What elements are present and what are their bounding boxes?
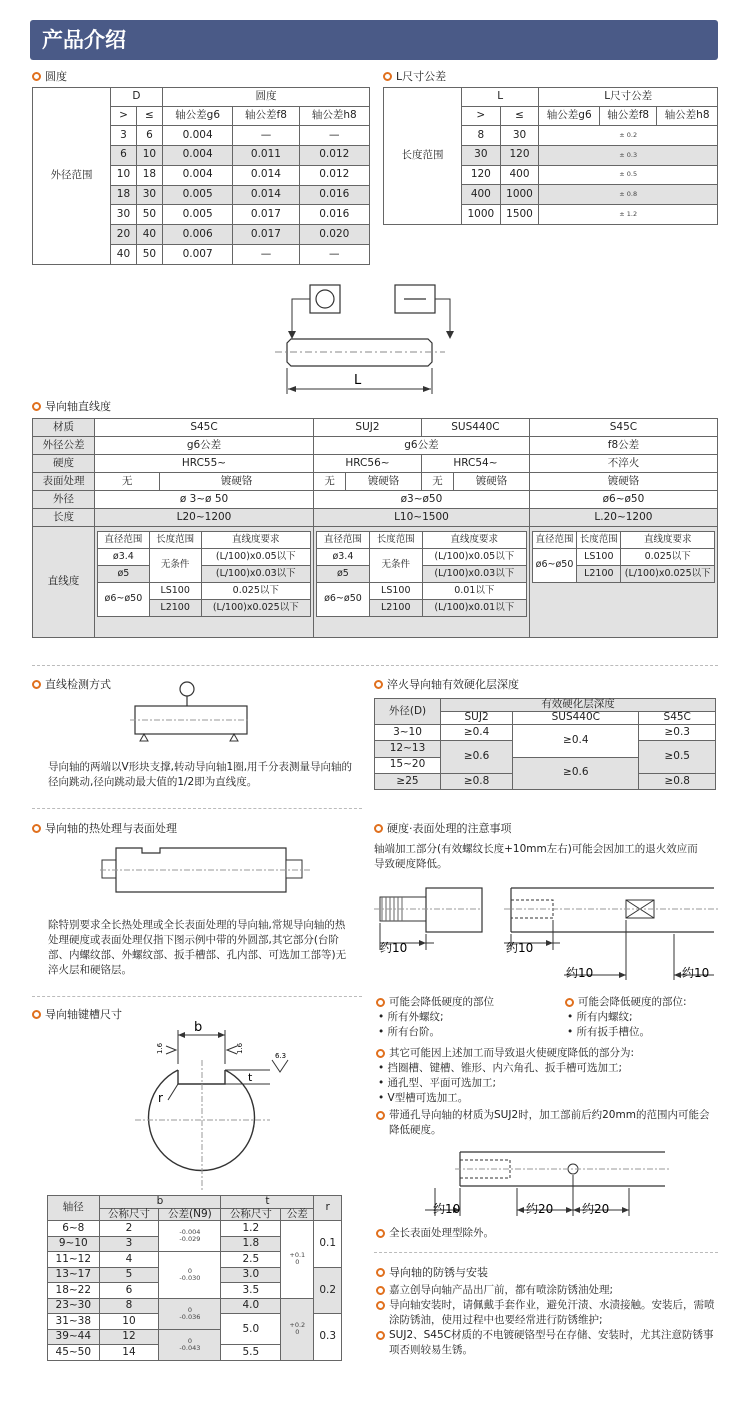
svg-text:约10: 约10	[682, 966, 710, 980]
rust-bullets: 嘉立创导向轴产品出厂前，都有喷涂防锈油处理; 导向轴安装时，请佩戴手套作业，避免汗渍、水渍接触。安装后，需喷涂防锈油，使用过程中也要经常进行防锈维护; SUJ2、S45C材质的不电镀硬铬型号在存储、安装时，尤其注意防锈事项否则较易生锈。	[376, 1283, 716, 1358]
notes-bullet-1: 可能会降低硬度的部位 • 所有外螺纹; • 所有台阶。	[378, 996, 494, 1038]
svg-text:b: b	[194, 1020, 203, 1035]
bullet-icon	[32, 1010, 41, 1019]
section-straightness: 导向轴直线度	[32, 398, 111, 414]
straightness-sub-suj2: 直径范围 长度范围 直线度要求 ø3.4 无条件 (L/100)x0.05以下 ø5 (L/100)x0.03以下 ø6~ø50 LS100 0.01以下 L2100 (L/100)x0.01以下	[316, 531, 527, 617]
svg-text:约10: 约10	[380, 941, 408, 955]
notes-bullet-3: 其它可能因上述加工而导致退火使硬度降低的部分为: • 挡圈槽、键槽、锥形、内六角孔、扳手槽可选加工; • 通孔型、平面可选加工; • V型槽可选加工。	[378, 1047, 635, 1104]
notes-shaft-diagram	[374, 880, 719, 985]
svg-text:约10: 约10	[506, 941, 534, 955]
bullet-icon	[376, 1049, 385, 1058]
inspect-text: 导向轴的两端以V形块支撑,转动导向轴1圈,用千分表测量导向轴的径向跳动,径向跳动最大值的1/2即为直线度。	[48, 761, 353, 788]
bullet-icon	[32, 680, 41, 689]
bullet-icon	[32, 72, 41, 81]
notes-intro: 轴端加工部分(有效螺纹长度+10mm左右)可能会因加工的退火效应而导致硬度降低。	[374, 843, 698, 870]
keyway-diagram	[130, 1020, 300, 1190]
heat-text: 除特别要求全长热处理或全长表面处理的导向轴,常规导向轴的热处理硬度或表面处理仅指下图示例中带的外圆部,其它部分(台阶部、内螺纹部、外螺纹部、扳手槽部、孔内部、可选加工部等)无淬火层和硬铬层。	[48, 919, 347, 976]
svg-text:t: t	[248, 1071, 253, 1084]
section-depth: 淬火导向轴有效硬化层深度	[374, 676, 519, 692]
ltol-table: 长度范围 L L尺寸公差 > ≤ 轴公差g6 轴公差f8 轴公差h8 8 30 ± 0.2 30 120 ± 0.3 120 400 ± 0.5 400 1000 ± 0.8 1000 1500 ± 1.2	[383, 87, 718, 225]
section-roundness: 圆度	[32, 68, 67, 84]
bullet-icon	[32, 402, 41, 411]
straightness-sub-s45c-2: 直径范围 长度范围 直线度要求 ø6~ø50 LS100 0.025以下 L2100 (L/100)x0.025以下	[532, 531, 715, 583]
straightness-table: 材质 S45C SUJ2 SUS440C S45C 外径公差 g6公差 g6公差 f8公差 硬度 HRC55~ HRC56~ HRC54~ 不淬火 表面处理 无 镀硬铬 无 镀硬铬 无 镀硬铬 镀硬铬 外径 ø 3~ø 50 ø3~ø50 ø6~ø50 长度 L20~1200 L10~1500 L.20~1200 直线度 直径范围 长度范围 直线度要求 ø3.4 无条件 (L/100)x0.05以下 ø5 (L/100)x0.03以下 ø6~ø50 LS100 0.025以下 L2100 (L/100)x0.025以下 直径范围 长度范围 直线度要求 ø3.4 无条件 (L/100)x0.05以下 ø5 (L/100)x0.03以下 ø6~ø50 LS100 0.01以下 L2100 (L/100)x0.01以下 直径范围 长度范围 直线度要求 ø6~ø50 LS100 0.025以下 L2100 (L/100)x0.025以下	[32, 418, 718, 638]
notes-bullet-5: 全长表面处理型除外。	[376, 1226, 676, 1241]
shaft-tolerance-diagram	[270, 282, 470, 397]
notes-bullet-2: 可能会降低硬度的部位: • 所有内螺纹; • 所有扳手槽位。	[567, 996, 687, 1038]
section-keyway: 导向轴键槽尺寸	[32, 1006, 122, 1022]
bullet-icon	[374, 680, 383, 689]
bullet-icon	[376, 1111, 385, 1120]
heat-shaft-diagram	[100, 843, 310, 897]
bullet-icon	[374, 824, 383, 833]
svg-text:约10: 约10	[566, 966, 594, 980]
section-ltol: L尺寸公差	[383, 68, 446, 84]
svg-text:1.6: 1.6	[156, 1042, 164, 1054]
bullet-icon	[376, 998, 385, 1007]
section-heat: 导向轴的热处理与表面处理	[32, 820, 177, 836]
bullet-icon	[376, 1286, 385, 1295]
length-label: L	[354, 373, 362, 388]
through-hole-diagram	[425, 1148, 675, 1220]
depth-table: 外径(D) 有效硬化层深度 SUJ2 SUS440C S45C 3~10 ≥0.4 ≥0.4 ≥0.3 12~13 ≥0.6 ≥0.5 15~20 ≥0.6 ≥25 ≥0.8 ≥0.8	[374, 698, 716, 790]
section-rust: 导向轴的防锈与安装	[376, 1264, 488, 1280]
notes-bullet-4: 带通孔导向轴的材质为SUJ2时，加工部前后约20mm的范围内可能会降低硬度。	[376, 1108, 716, 1138]
bullet-icon	[32, 824, 41, 833]
section-notes: 硬度·表面处理的注意事项	[374, 820, 512, 836]
bullet-icon	[383, 72, 392, 81]
svg-text:1.6: 1.6	[236, 1042, 244, 1054]
straightness-sub-s45c: 直径范围 长度范围 直线度要求 ø3.4 无条件 (L/100)x0.05以下 ø5 (L/100)x0.03以下 ø6~ø50 LS100 0.025以下 L2100 (L/100)x0.025以下	[97, 531, 311, 617]
bullet-icon	[565, 998, 574, 1007]
svg-text:约20: 约20	[582, 1202, 610, 1216]
bullet-icon	[376, 1301, 385, 1310]
bullet-icon	[376, 1229, 385, 1238]
svg-text:约10: 约10	[433, 1202, 461, 1216]
keyway-table: 轴径 b t r 公称尺寸 公差(N9) 公称尺寸 公差 6~8 2 -0.004 -0.029 1.2 +0.1 0 0.1 9~10 3 1.8 11~12 4 0 -0.030 2.5 13~17 5 3.0 0.2 18~22 6 3.5 23~30 8 0 -0.036 4.0 +0.2 0 31~38 10 5.0 0.3 39~44 12 0 -0.043 45~50 14 5.5	[47, 1195, 342, 1361]
section-inspect: 直线检测方式	[32, 676, 111, 692]
svg-text:约20: 约20	[526, 1202, 554, 1216]
bullet-icon	[376, 1268, 385, 1277]
svg-text:r: r	[158, 1091, 163, 1105]
svg-text:6.3: 6.3	[275, 1052, 287, 1060]
page-title: 产品介绍	[30, 20, 718, 60]
roundness-table: 外径范围 D 圆度 > ≤ 轴公差g6 轴公差f8 轴公差h8 3 6 0.004 — — 6 10 0.004 0.011 0.012 10 18 0.004 0.014 0.012 18 30 0.005 0.014 0.016 30 50 0.005 0.017 0.016 20 40 0.006 0.017 0.020 40 50 0.007 — —	[32, 87, 370, 265]
bullet-icon	[376, 1331, 385, 1340]
inspection-diagram	[130, 680, 250, 746]
